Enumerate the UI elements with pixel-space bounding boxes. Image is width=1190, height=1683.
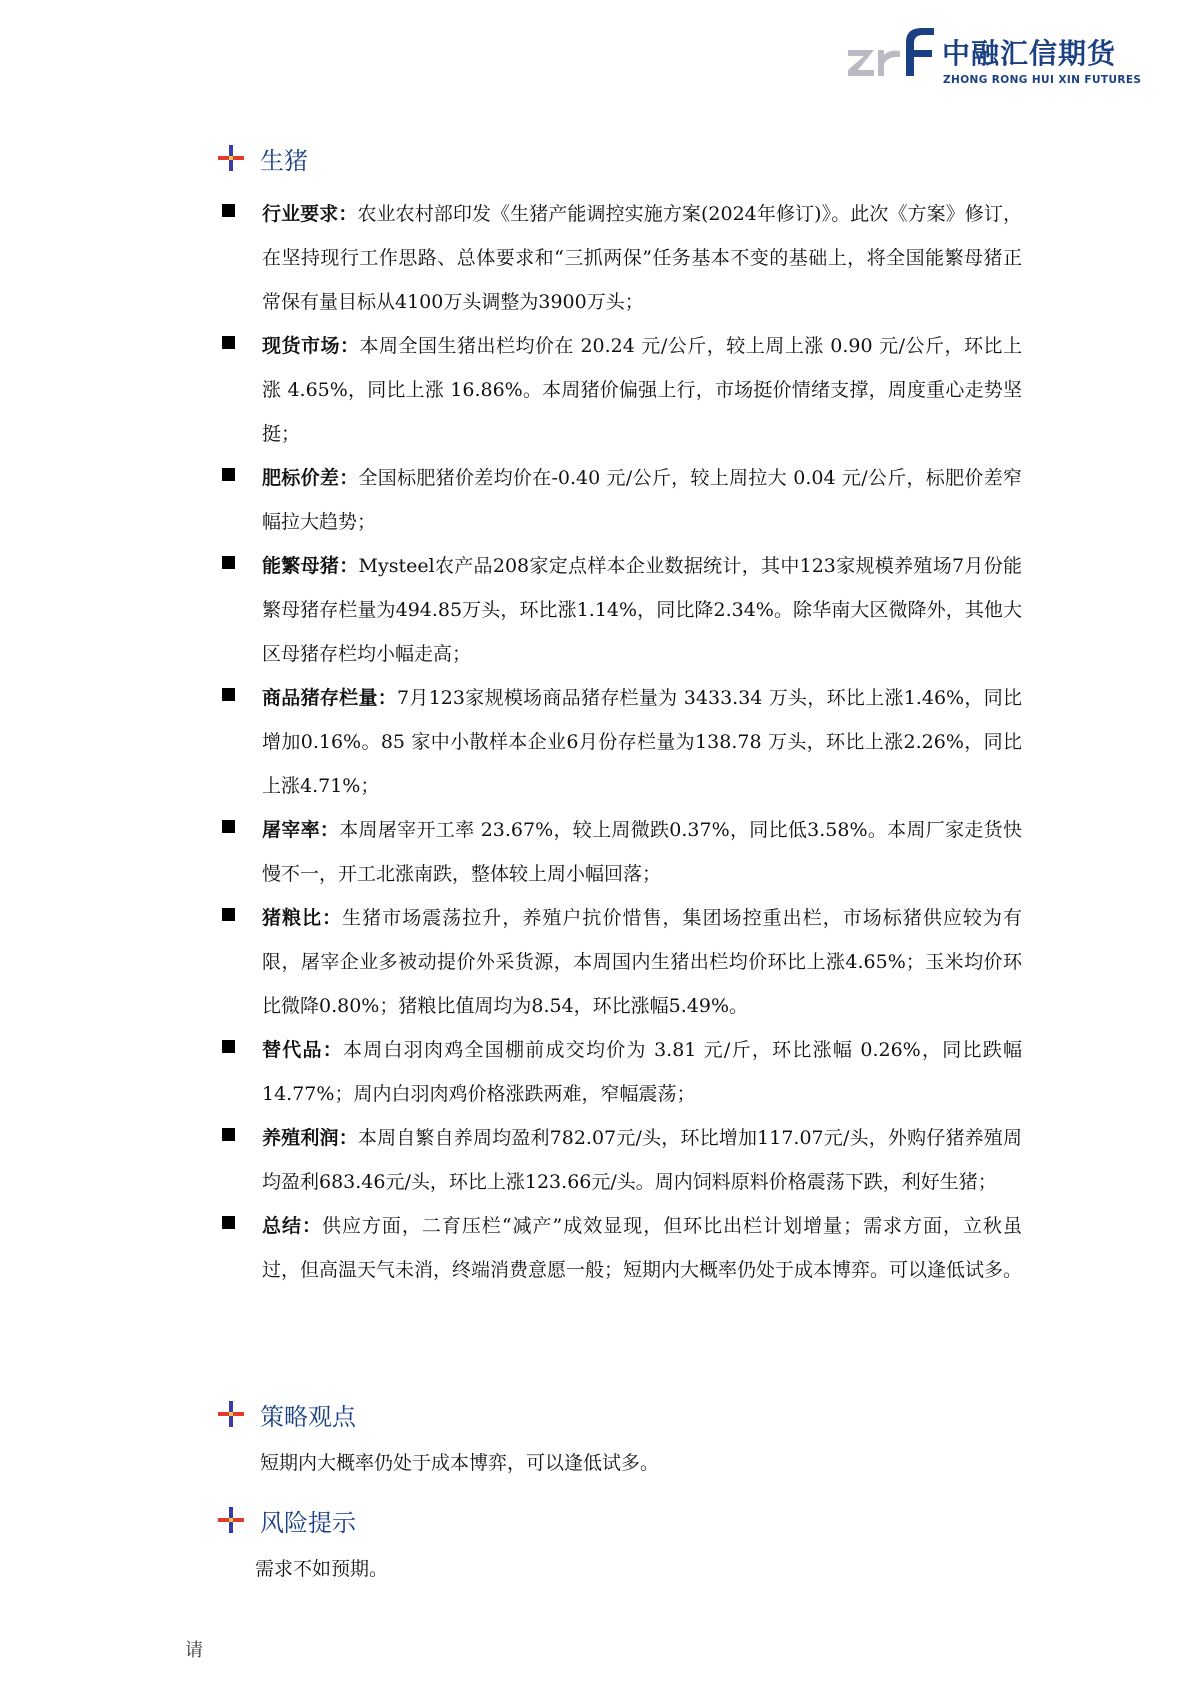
square-bullet-icon <box>222 468 235 481</box>
section-hog-heading <box>218 140 308 176</box>
square-bullet-icon <box>222 336 235 349</box>
bullet-label: 替代品： <box>262 1039 344 1061</box>
logo-chinese-name: 中融汇信期货 <box>942 37 1117 70</box>
bullet-summary <box>222 1204 1022 1292</box>
bullet-label: 猪粮比： <box>262 907 343 929</box>
bullet-hog-grain-ratio <box>222 896 1022 1028</box>
section-strategy-title: 策略观点 <box>260 1402 356 1431</box>
square-bullet-icon <box>222 204 235 217</box>
hog-bullet-list <box>222 192 1022 1292</box>
bullet-breeding-sows <box>222 544 1022 676</box>
strategy-text: 短期内大概率仍处于成本博弈，可以逢低试多。 <box>260 1452 660 1474</box>
bullet-label: 肥标价差： <box>262 467 359 489</box>
zrf-logo-icon <box>848 26 940 88</box>
section-hog-title: 生猪 <box>260 146 308 175</box>
bullet-label: 屠宰率： <box>262 819 340 841</box>
section-risk-heading <box>218 1502 356 1538</box>
bullet-text: 本周屠宰开工率 23.67%，较上周微跌0.37%，同比低3.58%。本周厂家走货快慢不一，开工北涨南跌，整体较上周小幅回落； <box>262 819 1022 885</box>
section-strategy-heading <box>218 1396 356 1432</box>
bullet-text: 全国标肥猪价差均价在-0.40 元/公斤，较上周拉大 0.04 元/公斤，标肥价差窄幅拉大趋势； <box>262 467 1022 533</box>
bullet-text: 农业农村部印发《生猪产能调控实施方案(2024年修订)》。此次《方案》修订，在坚持现行工作思路、总体要求和“三抓两保”任务基本不变的基础上，将全国能繁母猪正常保有量目标从4100万头调整为3900万头； <box>262 203 1022 313</box>
bullet-industry-requirements <box>222 192 1022 324</box>
bullet-label: 能繁母猪： <box>262 555 359 577</box>
bullet-text: 7月123家规模场商品猪存栏量为 3433.34 万头，环比上涨1.46%，同比增加0.16%。85 家中小散样本企业6月份存栏量为138.78 万头，环比上涨2.26%，同比上涨4.71%； <box>262 687 1022 797</box>
bullet-label: 现货市场： <box>262 335 360 357</box>
bullet-slaughter-rate <box>222 808 1022 896</box>
bullet-label: 总结： <box>262 1215 322 1237</box>
bullet-label: 养殖利润： <box>262 1127 358 1149</box>
bullet-fat-standard-spread <box>222 456 1022 544</box>
cross-marker-icon <box>218 1507 244 1533</box>
bullet-text: 生猪市场震荡拉升，养殖户抗价惜售，集团场控重出栏，市场标猪供应较为有限，屠宰企业多被动提价外采货源，本周国内生猪出栏均价环比上涨4.65%；玉米均价环比微降0.80%；猪粮比值周均为8.54，环比涨幅5.49%。 <box>262 907 1022 1017</box>
bullet-substitutes <box>222 1028 1022 1116</box>
section-risk-title: 风险提示 <box>260 1508 356 1537</box>
bullet-text: 本周白羽肉鸡全国棚前成交均价为 3.81 元/斤，环比涨幅 0.26%，同比跌幅14.77%；周内白羽肉鸡价格涨跌两难，窄幅震荡； <box>262 1039 1022 1105</box>
cross-marker-icon <box>218 145 244 171</box>
bullet-spot-market <box>222 324 1022 456</box>
company-logo <box>848 26 1142 90</box>
footer-fragment: 请 <box>185 1640 203 1661</box>
square-bullet-icon <box>222 908 235 921</box>
risk-text: 需求不如预期。 <box>255 1558 389 1580</box>
bullet-label: 行业要求： <box>262 203 358 225</box>
bullet-text: 本周自繁自养周均盈利782.07元/头，环比增加117.07元/头，外购仔猪养殖周均盈利683.46元/头，环比上涨123.66元/头。周内饲料原料价格震荡下跌，利好生猪； <box>262 1127 1022 1193</box>
square-bullet-icon <box>222 1128 235 1141</box>
square-bullet-icon <box>222 1040 235 1053</box>
square-bullet-icon <box>222 1216 235 1229</box>
logo-english-name: ZHONG RONG HUI XIN FUTURES <box>943 74 1142 86</box>
bullet-text: Mysteel农产品208家定点样本企业数据统计，其中123家规模养殖场7月份能繁母猪存栏量为494.85万头，环比涨1.14%，同比降2.34%。除华南大区微降外，其他大区母猪存栏均小幅走高； <box>262 555 1022 665</box>
bullet-text: 供应方面，二育压栏“减产”成效显现，但环比出栏计划增量；需求方面，立秋虽过，但高温天气未消，终端消费意愿一般；短期内大概率仍处于成本博弈。可以逢低试多。 <box>262 1215 1023 1281</box>
cross-marker-icon <box>218 1401 244 1427</box>
bullet-text: 本周全国生猪出栏均价在 20.24 元/公斤，较上周上涨 0.90 元/公斤，环比上涨 4.65%，同比上涨 16.86%。本周猪价偏强上行，市场挺价情绪支撑，周度重心走势坚挺； <box>262 335 1022 445</box>
square-bullet-icon <box>222 556 235 569</box>
bullet-label: 商品猪存栏量： <box>262 687 398 709</box>
bullet-breeding-profit <box>222 1116 1022 1204</box>
square-bullet-icon <box>222 688 235 701</box>
bullet-commercial-hog-inventory <box>222 676 1022 808</box>
square-bullet-icon <box>222 820 235 833</box>
